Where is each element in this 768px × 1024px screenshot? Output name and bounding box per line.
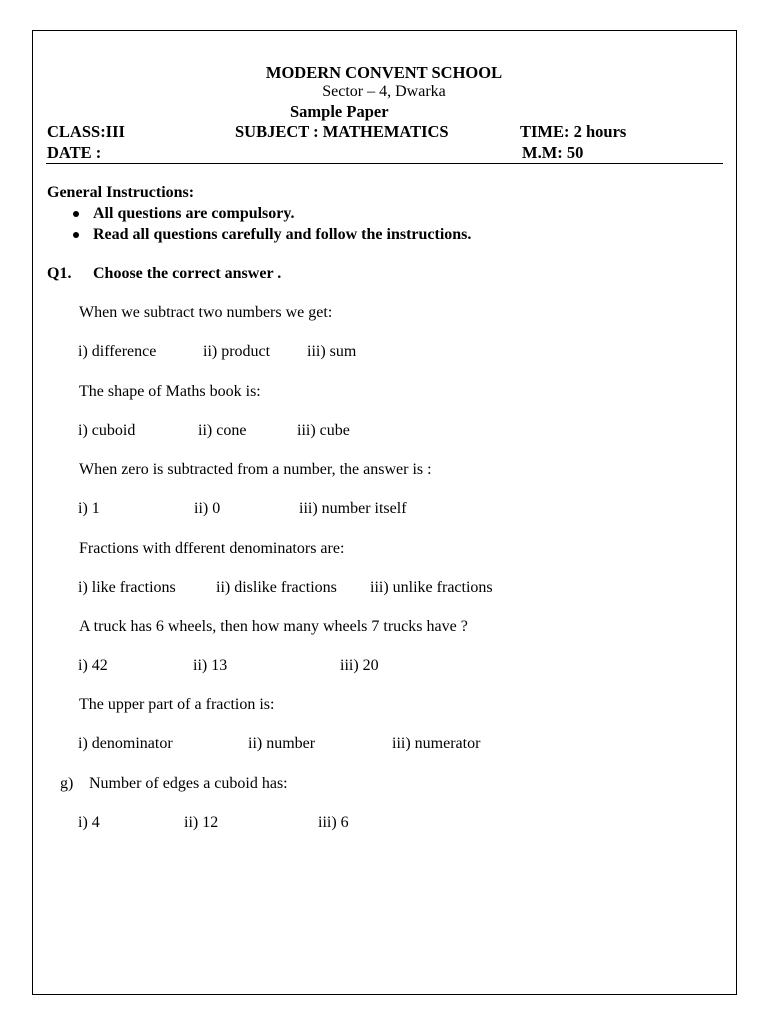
option: i) 4 <box>78 814 100 831</box>
question-text: The upper part of a fraction is: <box>79 696 275 713</box>
bullet-icon <box>73 232 79 238</box>
option: ii) 12 <box>184 814 219 831</box>
option: ii) dislike fractions <box>216 579 337 596</box>
instructions-heading: General Instructions: <box>47 184 195 201</box>
option: ii) cone <box>198 422 247 439</box>
time-label: TIME: 2 hours <box>520 122 627 141</box>
option: iii) numerator <box>392 735 481 752</box>
option: i) 1 <box>78 500 100 517</box>
instruction-item: Read all questions carefully and follow the instructions. <box>93 226 472 243</box>
option: ii) 0 <box>194 500 221 517</box>
option: ii) 13 <box>193 657 228 674</box>
question-prefix: g) <box>60 775 74 792</box>
option: i) 42 <box>78 657 108 674</box>
header-divider <box>46 163 723 164</box>
question-text: When zero is subtracted from a number, the answer is : <box>79 461 432 478</box>
option: iii) number itself <box>299 500 407 517</box>
question-text: A truck has 6 wheels, then how many wheels 7 trucks have ? <box>79 618 468 635</box>
option: ii) product <box>203 343 271 360</box>
question-number: Q1. <box>47 265 72 282</box>
question-title: Choose the correct answer . <box>93 265 282 282</box>
school-name: MODERN CONVENT SCHOOL <box>265 63 503 82</box>
marks-label: M.M: 50 <box>522 143 584 162</box>
question-text: Number of edges a cuboid has: <box>89 775 288 792</box>
subject-label: SUBJECT : MATHEMATICS <box>235 122 449 141</box>
question-text: The shape of Maths book is: <box>79 383 261 400</box>
instruction-item: All questions are compulsory. <box>93 205 295 222</box>
class-label: CLASS:III <box>47 122 125 141</box>
option: iii) cube <box>297 422 350 439</box>
bullet-icon <box>73 211 79 217</box>
option: ii) number <box>248 735 316 752</box>
option: i) cuboid <box>78 422 136 439</box>
date-label: DATE : <box>47 143 102 162</box>
option: iii) unlike fractions <box>370 579 493 596</box>
option: i) denominator <box>78 735 173 752</box>
option: iii) 20 <box>340 657 379 674</box>
option: i) like fractions <box>78 579 176 596</box>
school-address: Sector – 4, Dwarka <box>322 83 446 100</box>
question-text: When we subtract two numbers we get: <box>79 304 333 321</box>
option: i) difference <box>78 343 157 360</box>
option: iii) sum <box>307 343 357 360</box>
question-text: Fractions with dfferent denominators are: <box>79 540 345 557</box>
paper-title: Sample Paper <box>290 102 389 121</box>
option: iii) 6 <box>318 814 349 831</box>
